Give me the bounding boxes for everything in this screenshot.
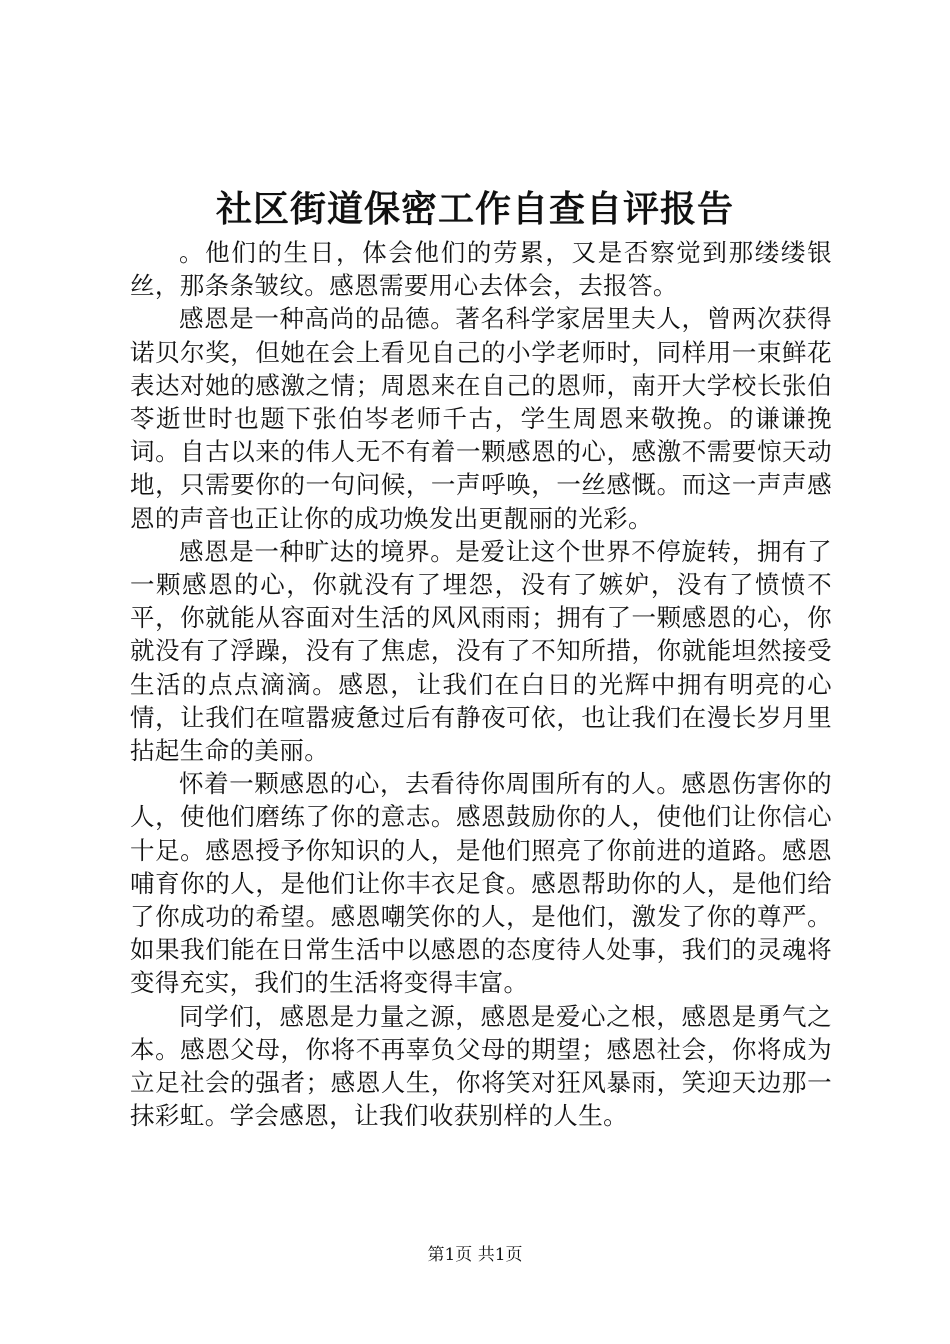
paragraph: 感恩是一种旷达的境界。是爱让这个世界不停旋转，拥有了一颗感恩的心，你就没有了埋怨，没有了嫉妒，没有了愤愤不平，你就能从容面对生活的风风雨雨；拥有了一颗感恩的心，你就没有了浮躁，没有了焦虑，没有了不知所措，你就能坦然接受生活的点点滴滴。感恩，让我们在白日的光辉中拥有明亮的心情，让我们在喧嚣疲惫过后有静夜可依，也让我们在漫长岁月里拈起生命的美丽。 <box>130 536 832 766</box>
document-body <box>130 236 832 1132</box>
paragraph: 同学们，感恩是力量之源，感恩是爱心之根，感恩是勇气之本。感恩父母，你将不再辜负父母的期望；感恩社会，你将成为立足社会的强者；感恩人生，你将笑对狂风暴雨，笑迎天边那一抹彩虹。学会感恩，让我们收获别样的人生。 <box>130 1001 832 1131</box>
paragraph: 感恩是一种高尚的品德。著名科学家居里夫人，曾两次获得诺贝尔奖，但她在会上看见自己的小学老师时，同样用一束鲜花表达对她的感激之情；周恩来在自己的恩师，南开大学校长张伯苓逝世时也题下张伯岑老师千古，学生周恩来敬挽。的谦谦挽词。自古以来的伟人无不有着一颗感恩的心，感激不需要惊天动地，只需要你的一句问候，一声呼唤，一丝感慨。而这一声声感恩的声音也正让你的成功焕发出更靓丽的光彩。 <box>130 304 832 533</box>
document-title: 社区街道保密工作自查自评报告 <box>215 188 734 230</box>
paragraph: 怀着一颗感恩的心，去看待你周围所有的人。感恩伤害你的人，使他们磨练了你的意志。感恩鼓励你的人，使他们让你信心十足。感恩授予你知识的人，是他们照亮了你前进的道路。感恩哺育你的人，是他们让你丰衣足食。感恩帮助你的人，是他们给了你成功的希望。感恩嘲笑你的人，是他们，激发了你的尊严。如果我们能在日常生活中以感恩的态度待人处事，我们的灵魂将变得充实，我们的生活将变得丰富。 <box>130 769 832 998</box>
page-number-footer: 第1页 共1页 <box>427 1245 523 1265</box>
paragraph: 。他们的生日，体会他们的劳累，又是否察觉到那缕缕银丝，那条条皱纹。感恩需要用心去体会，去报答。 <box>130 238 832 301</box>
